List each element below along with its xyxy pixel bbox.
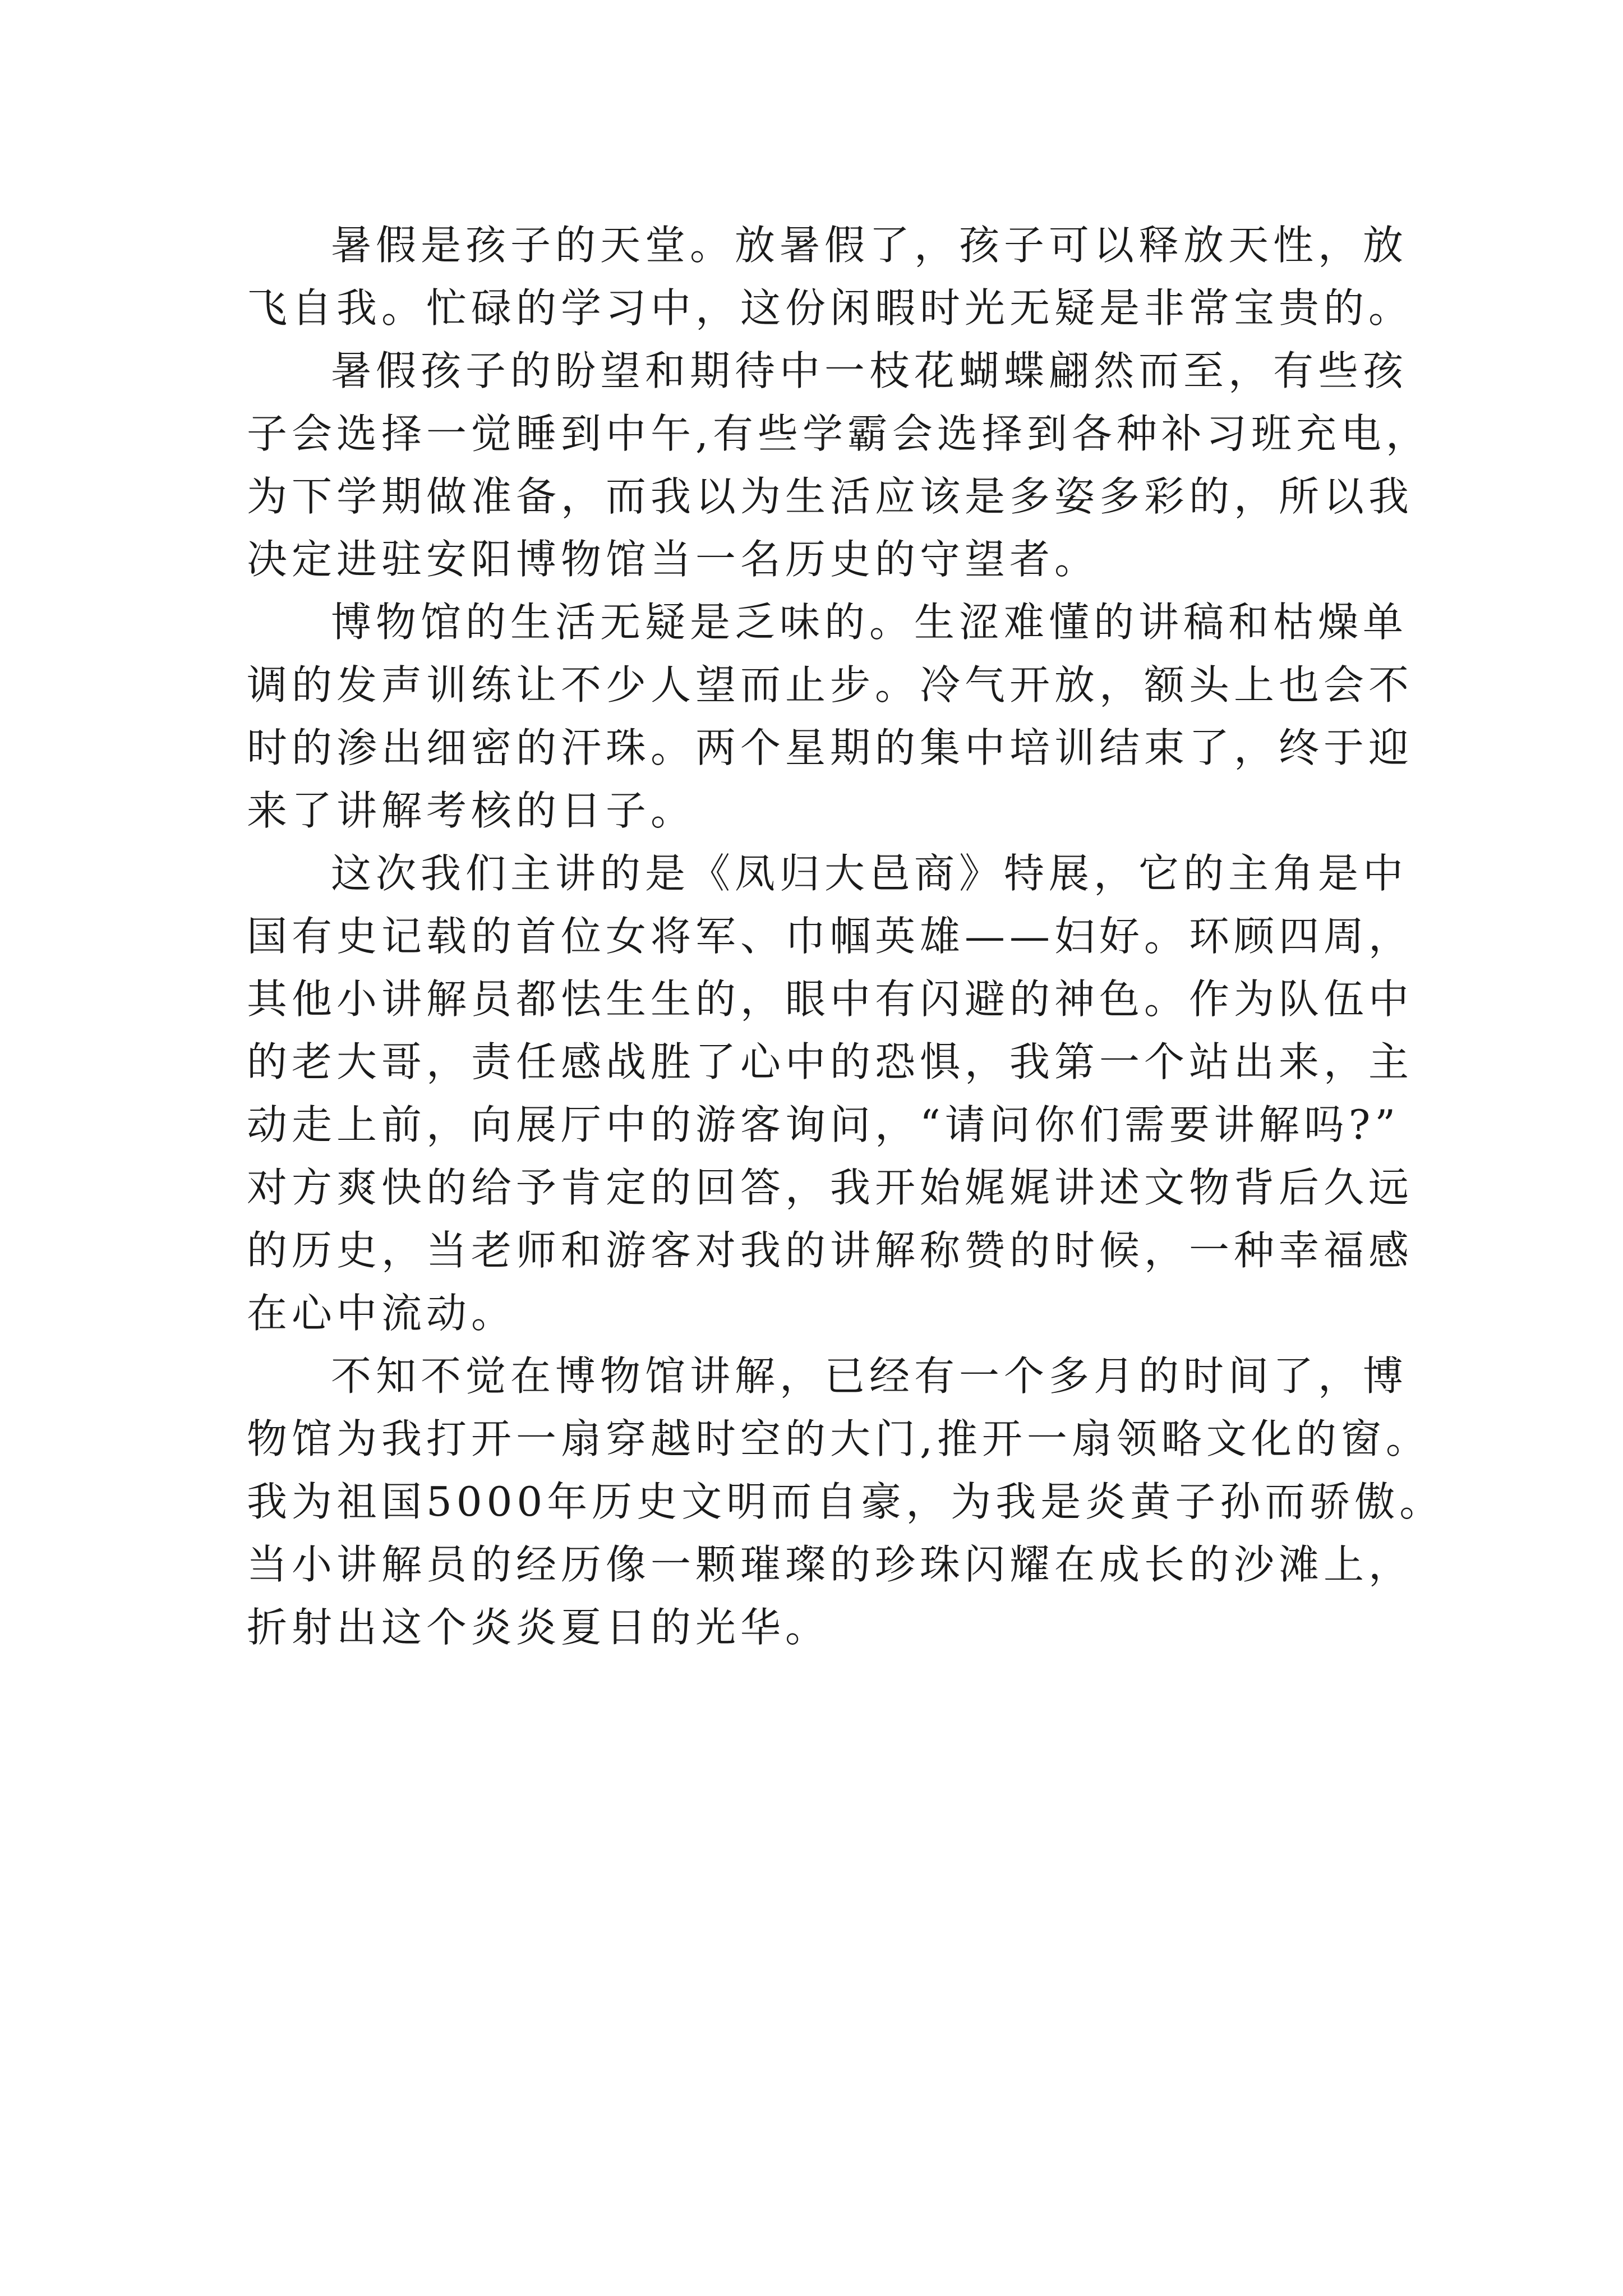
paragraph-2-line-3: 为下学期做准备，而我以为生活应该是多姿多彩的，所以我 xyxy=(247,473,1414,520)
paragraph-5-line-3: 我为祖国5000年历史文明而自豪，为我是炎黄子孙而骄傲。 xyxy=(247,1478,1445,1525)
paragraph-5-line-2: 物馆为我打开一扇穿越时空的大门,推开一扇领略文化的窗。 xyxy=(247,1415,1431,1462)
paragraph-3-line-3: 时的渗出细密的汗珠。两个星期的集中培训结束了，终于迎 xyxy=(247,724,1414,771)
paragraph-5-line-5: 折射出这个炎炎夏日的光华。 xyxy=(247,1604,831,1651)
paragraph-2-line-4: 决定进驻安阳博物馆当一名历史的守望者。 xyxy=(247,536,1100,583)
paragraph-5-line-4: 当小讲解员的经历像一颗璀璨的珍珠闪耀在成长的沙滩上， xyxy=(247,1541,1414,1588)
paragraph-4-line-6: 对方爽快的给予肯定的回答，我开始娓娓讲述文物背后久远 xyxy=(247,1164,1414,1211)
paragraph-2-line-1: 暑假孩子的盼望和期待中一枝花蝴蝶翩然而至，有些孩 xyxy=(331,347,1408,394)
paragraph-3-line-2: 调的发声训练让不少人望而止步。冷气开放，额头上也会不 xyxy=(247,661,1414,708)
paragraph-4-line-4: 的老大哥，责任感战胜了心中的恐惧，我第一个站出来，主 xyxy=(247,1038,1414,1085)
paragraph-4-line-3: 其他小讲解员都怯生生的，眼中有闪避的神色。作为队伍中 xyxy=(247,976,1414,1023)
paragraph-3-line-1: 博物馆的生活无疑是乏味的。生涩难懂的讲稿和枯燥单 xyxy=(331,599,1408,646)
paragraph-4-line-1: 这次我们主讲的是《凤归大邑商》特展，它的主角是中 xyxy=(331,850,1408,897)
paragraph-5-line-1: 不知不觉在博物馆讲解，已经有一个多月的时间了，博 xyxy=(331,1352,1408,1400)
paragraph-1-line-1: 暑假是孩子的天堂。放暑假了，孩子可以释放天性，放 xyxy=(331,222,1408,269)
paragraph-4-line-8: 在心中流动。 xyxy=(247,1290,517,1337)
paragraph-4-line-5: 动走上前，向展厅中的游客询问，“请问你们需要讲解吗?” xyxy=(247,1101,1400,1148)
paragraph-4-line-7: 的历史，当老师和游客对我的讲解称赞的时候，一种幸福感 xyxy=(247,1227,1414,1274)
essay-body xyxy=(247,214,1445,1659)
paragraph-3-line-4: 来了讲解考核的日子。 xyxy=(247,787,696,834)
paragraph-4-line-2: 国有史记载的首位女将军、巾帼英雄——妇好。环顾四周， xyxy=(247,913,1414,960)
paragraph-2-line-2: 子会选择一觉睡到中午,有些学霸会选择到各种补习班充电， xyxy=(247,410,1431,457)
paragraph-1-line-2: 飞自我。忙碌的学习中，这份闲暇时光无疑是非常宝贵的。 xyxy=(247,284,1414,332)
